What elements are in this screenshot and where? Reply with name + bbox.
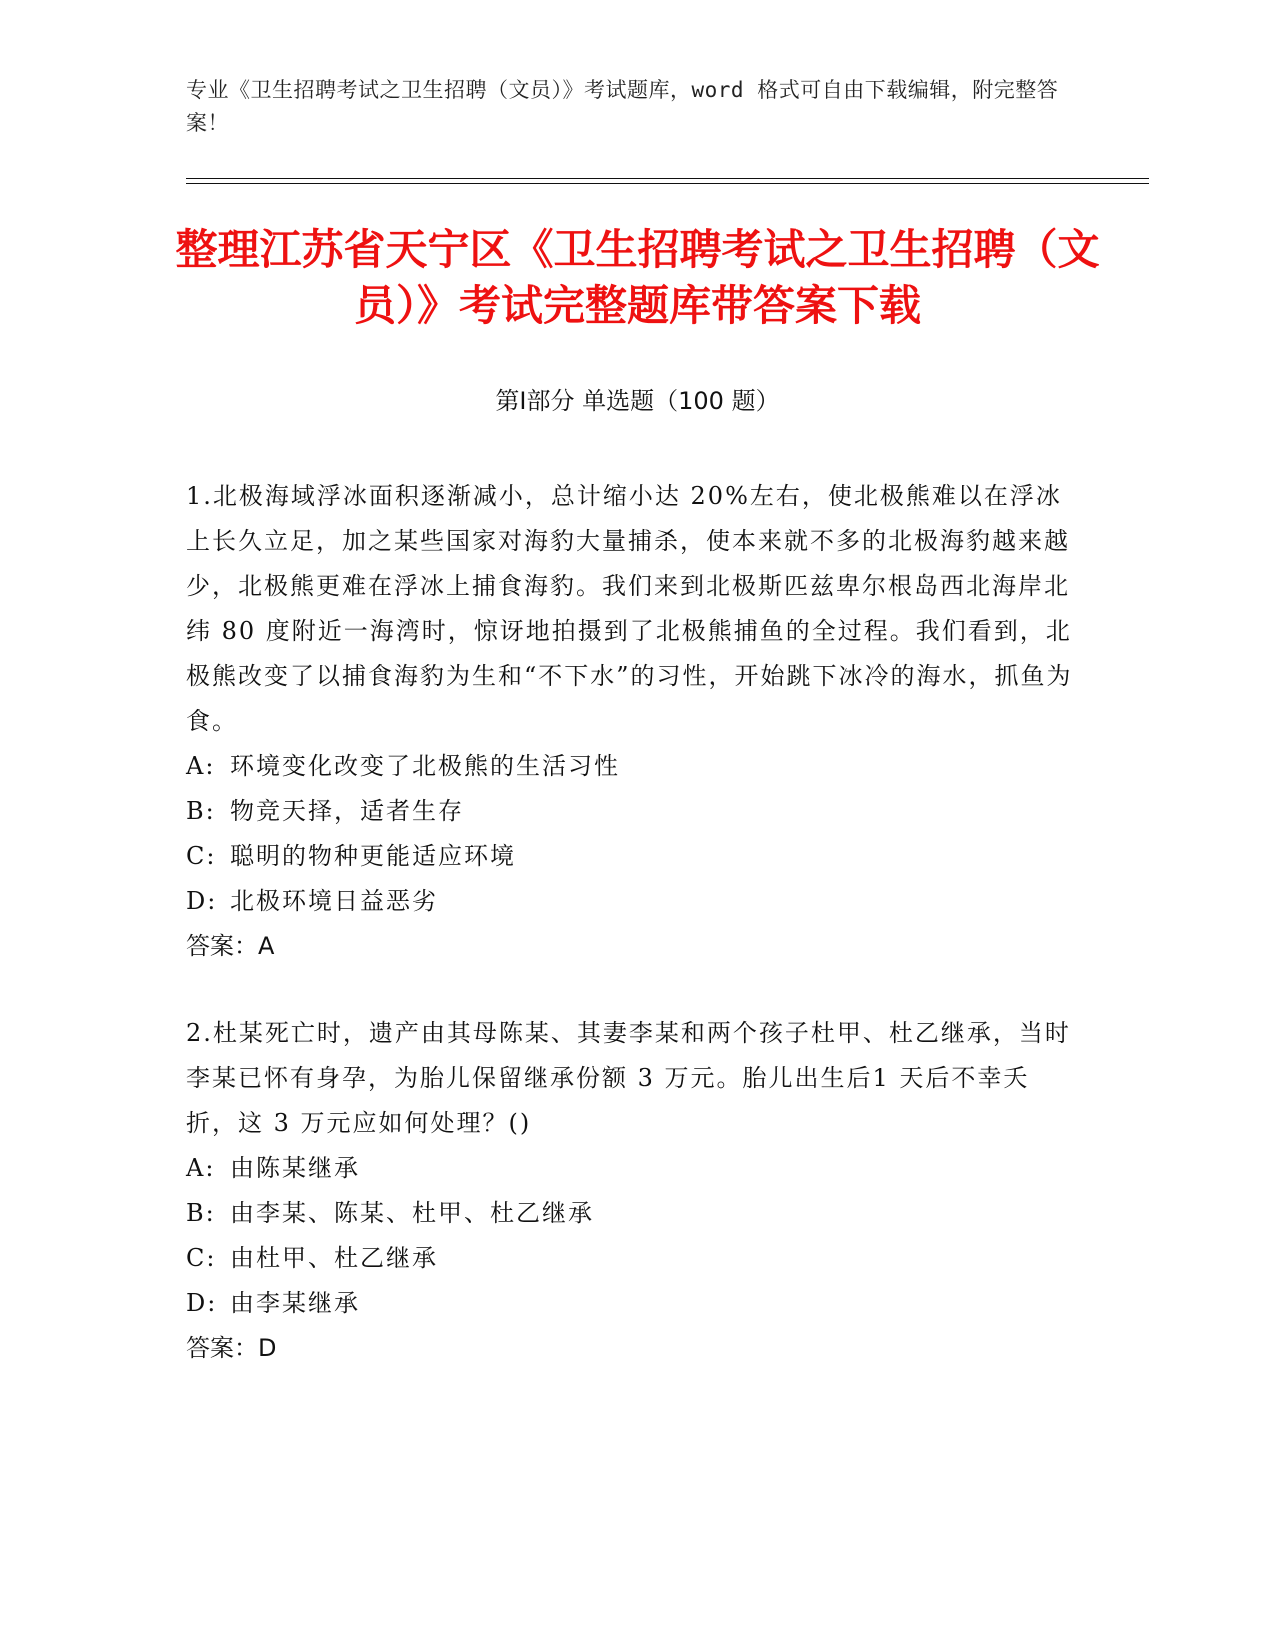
option-letter: A: <box>186 1154 216 1182</box>
document-title: 整理江苏省天宁区《卫生招聘考试之卫生招聘（文员）》考试完整题库带答案下载 <box>175 225 1100 330</box>
option-d <box>186 879 1076 924</box>
question-answer: 答案：D <box>186 1334 277 1362</box>
option-text: 由李某、陈某、杜甲、杜乙继承 <box>230 1199 594 1227</box>
question-list <box>186 474 1076 1413</box>
option-letter: A: <box>186 752 216 780</box>
question-stem: 1.北极海域浮冰面积逐渐减小，总计缩小达 20%左右，使北极熊难以在浮冰上长久立足，加之某些国家对海豹大量捕杀，使本来就不多的北极海豹越来越少，北极熊更难在浮冰上捕食海豹。我们来到北极斯匹兹卑尔根岛西北海岸北纬 80 度附近一海湾时，惊讶地拍摄到了北极熊捕鱼的全过程。我们看到，北极熊改变了以捕食海豹为生和“不下水”的习性，开始跳下冰冷的海水，抓鱼为食。 <box>186 482 1073 735</box>
option-letter: B: <box>186 797 216 825</box>
option-letter: B: <box>186 1199 216 1227</box>
header-divider-top <box>186 178 1149 179</box>
option-d <box>186 1281 1076 1326</box>
option-a <box>186 1146 1076 1191</box>
option-text: 物竞天择，适者生存 <box>230 797 464 825</box>
option-b <box>186 789 1076 834</box>
option-text: 北极环境日益恶劣 <box>230 887 438 915</box>
option-text: 由杜甲、杜乙继承 <box>230 1244 438 1272</box>
option-text: 环境变化改变了北极熊的生活习性 <box>230 752 620 780</box>
section-title: 第Ⅰ部分 单选题（100 题） <box>495 387 780 415</box>
option-letter: C: <box>186 1244 217 1272</box>
option-a <box>186 744 1076 789</box>
option-text: 由李某继承 <box>230 1289 360 1317</box>
question-2 <box>186 1011 1076 1371</box>
header-note: 专业《卫生招聘考试之卫生招聘（文员）》考试题库，word 格式可自由下载编辑，附完整答案！ <box>186 78 1059 135</box>
question-1 <box>186 474 1076 969</box>
option-letter: D: <box>186 887 218 915</box>
question-stem: 2.杜某死亡时，遗产由其母陈某、其妻李某和两个孩子杜甲、杜乙继承，当时李某已怀有身孕，为胎儿保留继承份额 3 万元。胎儿出生后1 天后不幸夭折，这 3 万元应如何处理？() <box>186 1019 1071 1137</box>
option-b <box>186 1191 1076 1236</box>
option-letter: C: <box>186 842 217 870</box>
option-c <box>186 1236 1076 1281</box>
option-text: 聪明的物种更能适应环境 <box>230 842 516 870</box>
option-c <box>186 834 1076 879</box>
option-text: 由陈某继承 <box>230 1154 360 1182</box>
header-divider-bottom <box>186 183 1149 184</box>
option-letter: D: <box>186 1289 218 1317</box>
question-answer: 答案：A <box>186 932 275 960</box>
